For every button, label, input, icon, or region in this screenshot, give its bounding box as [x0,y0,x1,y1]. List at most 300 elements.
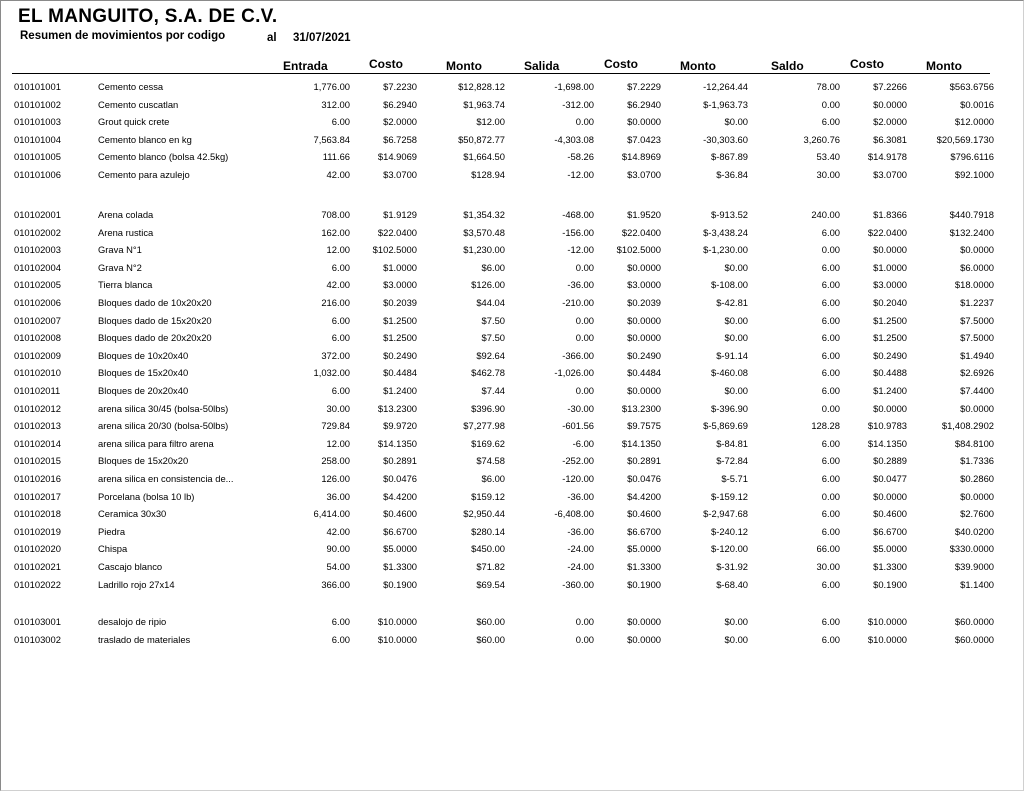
table-row [0,276,1024,293]
saldo-cost: $7.2266 [873,81,907,92]
saldo-amount: $440.7918 [949,209,994,220]
salida-amount: $0.00 [724,314,748,326]
salida-amount: $-2,947.68 [703,508,748,520]
item-code: 010102014 [14,437,61,449]
saldo-cost: $10.9783 [867,420,907,432]
entrada-qty: 372.00 [321,349,350,361]
item-code: 010102016 [14,473,61,484]
saldo-qty: 6.00 [821,349,840,361]
saldo-cost: $14.1350 [867,437,907,449]
entrada-cost: $0.2490 [383,349,417,361]
entrada-cost: $0.1900 [383,578,417,590]
item-code: 010102015 [14,455,61,467]
item-description: Grout quick crete [98,116,170,128]
saldo-qty: 6.00 [821,367,840,379]
entrada-qty: 12.00 [326,244,350,256]
company-title: EL MANGUITO, S.A. DE C.V. [18,6,278,27]
saldo-amount: $7.5000 [960,314,994,326]
entrada-qty: 7,563.84 [313,133,350,145]
entrada-cost: $10.0000 [377,633,417,645]
header-saldo: Saldo [771,59,804,73]
saldo-amount: $1.2237 [960,297,994,308]
salida-qty: -1,026.00 [554,367,594,379]
salida-amount: $-68.40 [716,578,748,590]
entrada-qty: 42.00 [326,169,350,180]
salida-qty: -252.00 [562,455,594,467]
item-description: Bloques de 20x20x40 [98,385,189,396]
entrada-amount: $92.64 [476,349,505,361]
saldo-qty: 6.00 [821,455,840,467]
saldo-qty: 30.00 [816,169,840,180]
saldo-qty: 6.00 [821,508,840,520]
saldo-amount: $0.0000 [960,490,994,502]
entrada-amount: $1,230.00 [463,244,505,256]
entrada-qty: 312.00 [321,98,350,110]
header-salida: Salida [524,59,560,73]
item-code: 010102001 [14,209,61,220]
saldo-cost: $10.0000 [867,633,907,645]
salida-cost: $0.0000 [627,261,661,273]
salida-qty: -12.00 [567,169,594,180]
entrada-amount: $6.00 [481,261,505,273]
salida-cost: $6.2940 [627,98,661,110]
table-row [0,382,1024,399]
saldo-cost: $1.3300 [873,561,907,572]
entrada-qty: 6.00 [331,385,350,396]
entrada-qty: 12.00 [326,437,350,449]
item-description: arena silica 30/45 (bolsa-50lbs) [98,402,229,414]
salida-amount: $-42.81 [716,297,748,308]
salida-amount: $-72.84 [716,455,748,467]
entrada-amount: $128.94 [471,169,505,180]
salida-qty: -468.00 [562,209,594,220]
item-code: 010102012 [14,402,61,414]
entrada-qty: 708.00 [321,209,350,220]
salida-amount: $0.00 [724,116,748,128]
report-subtitle: Resumen de movimientos por codigo [20,30,226,42]
saldo-cost: $1.2500 [873,314,907,326]
saldo-qty: 53.40 [816,151,840,163]
entrada-cost: $10.0000 [377,616,417,627]
saldo-amount: $20,569.1730 [936,133,994,145]
salida-qty: -24.00 [567,543,594,555]
saldo-amount: $2.7600 [960,508,994,520]
saldo-amount: $7.4400 [960,385,994,396]
report-date: 31/07/2021 [293,32,351,44]
entrada-amount: $7.44 [481,385,505,396]
entrada-qty: 30.00 [326,402,350,414]
entrada-qty: 6.00 [331,633,350,645]
entrada-amount: $462.78 [471,367,505,379]
entrada-cost: $1.2500 [383,332,417,344]
saldo-qty: 0.00 [821,244,840,256]
salida-amount: $-159.12 [710,490,748,502]
salida-cost: $5.0000 [627,543,661,555]
salida-qty: 0.00 [575,116,594,128]
salida-qty: -366.00 [562,349,594,361]
entrada-cost: $1.9129 [383,209,417,220]
salida-cost: $14.1350 [621,437,661,449]
saldo-qty: 6.00 [821,633,840,645]
salida-qty: -6,408.00 [554,508,594,520]
saldo-cost: $5.0000 [873,543,907,555]
item-code: 010102008 [14,332,61,344]
saldo-amount: $18.0000 [954,279,994,291]
saldo-qty: 6.00 [821,578,840,590]
table-row [0,417,1024,434]
item-code: 010101003 [14,116,61,128]
salida-cost: $0.0000 [627,385,661,396]
entrada-amount: $396.90 [471,402,505,414]
entrada-cost: $6.2940 [383,98,417,110]
salida-cost: $3.0000 [627,279,661,291]
saldo-qty: 6.00 [821,385,840,396]
salida-qty: -312.00 [562,98,594,110]
entrada-cost: $0.4600 [383,508,417,520]
salida-cost: $0.0476 [627,473,661,484]
item-description: Cemento blanco (bolsa 42.5kg) [98,151,229,163]
entrada-amount: $60.00 [476,633,505,645]
saldo-amount: $60.0000 [954,616,994,627]
salida-qty: -4,303.08 [554,133,594,145]
entrada-qty: 6.00 [331,261,350,273]
salida-qty: 0.00 [575,314,594,326]
item-code: 010102013 [14,420,61,432]
saldo-cost: $0.0477 [873,473,907,484]
saldo-cost: $3.0700 [873,169,907,180]
entrada-qty: 111.66 [322,151,350,163]
saldo-qty: 3,260.76 [803,133,840,145]
table-row [0,294,1024,311]
header-costo-salida: Costo [604,57,638,71]
saldo-cost: $0.2889 [873,455,907,467]
salida-amount: $0.00 [724,332,748,344]
header-entrada: Entrada [283,59,328,73]
salida-amount: $-36.84 [716,169,748,180]
saldo-cost: $14.9178 [867,151,907,163]
header-monto-salida: Monto [680,59,716,73]
salida-qty: -30.00 [567,402,594,414]
saldo-qty: 0.00 [821,402,840,414]
item-code: 010102006 [14,297,61,308]
salida-qty: 0.00 [575,633,594,645]
salida-qty: -120.00 [562,473,594,484]
entrada-amount: $69.54 [476,578,505,590]
item-description: Cemento cuscatlan [98,98,179,110]
salida-qty: -58.26 [567,151,594,163]
item-code: 010102011 [14,385,61,396]
salida-cost: $14.8969 [621,151,661,163]
salida-amount: $-867.89 [710,151,748,163]
item-description: Bloques dado de 10x20x20 [98,297,212,308]
saldo-cost: $0.4488 [873,367,907,379]
item-code: 010102010 [14,367,61,379]
salida-cost: $0.4600 [627,508,661,520]
table-row [0,435,1024,452]
entrada-cost: $102.5000 [372,244,417,256]
header-costo-saldo: Costo [850,57,884,71]
salida-qty: 0.00 [575,616,594,627]
salida-qty: -36.00 [567,279,594,291]
salida-qty: -360.00 [562,578,594,590]
table-row [0,113,1024,130]
entrada-amount: $169.62 [471,437,505,449]
salida-cost: $7.0423 [627,133,661,145]
salida-amount: -12,264.44 [703,81,748,92]
entrada-cost: $4.4200 [383,490,417,502]
entrada-cost: $0.4484 [383,367,417,379]
saldo-amount: $60.0000 [954,633,994,645]
salida-amount: $-108.00 [710,279,748,291]
salida-amount: $-5.71 [721,473,748,484]
table-row [0,96,1024,113]
table-row [0,312,1024,329]
entrada-qty: 258.00 [321,455,350,467]
saldo-amount: $0.2860 [960,473,994,484]
salida-cost: $13.2300 [621,402,661,414]
salida-amount: $0.00 [724,261,748,273]
entrada-cost: $0.0476 [383,473,417,484]
table-row [0,347,1024,364]
item-description: Arena colada [98,209,154,220]
entrada-qty: 6.00 [331,616,350,627]
item-code: 010102021 [14,561,61,572]
salida-amount: $-3,438.24 [703,226,748,238]
saldo-amount: $2.6926 [960,367,994,379]
saldo-cost: $22.0400 [867,226,907,238]
salida-cost: $0.0000 [627,116,661,128]
salida-qty: 0.00 [575,385,594,396]
item-code: 010102003 [14,244,61,256]
saldo-cost: $0.0000 [873,490,907,502]
saldo-amount: $330.0000 [949,543,994,555]
table-row [0,613,1024,630]
item-description: Ladrillo rojo 27x14 [98,578,175,590]
saldo-cost: $0.2040 [873,297,907,308]
entrada-amount: $74.58 [476,455,505,467]
entrada-qty: 6.00 [331,314,350,326]
saldo-amount: $84.8100 [954,437,994,449]
table-row [0,241,1024,258]
salida-cost: $0.2891 [627,455,661,467]
item-description: Bloques de 15x20x40 [98,367,189,379]
item-code: 010101004 [14,133,61,145]
item-code: 010102019 [14,525,61,537]
saldo-cost: $1.0000 [873,261,907,273]
salida-cost: $0.0000 [627,314,661,326]
table-row [0,488,1024,505]
entrada-amount: $50,872.77 [458,133,505,145]
saldo-amount: $563.6756 [949,81,994,92]
saldo-qty: 6.00 [821,261,840,273]
salida-qty: -6.00 [572,437,594,449]
item-code: 010103002 [14,633,61,645]
salida-amount: $-396.90 [710,402,748,414]
entrada-amount: $1,354.32 [463,209,505,220]
salida-qty: -24.00 [567,561,594,572]
table-row [0,131,1024,148]
salida-cost: $22.0400 [621,226,661,238]
item-description: traslado de materiales [98,633,191,645]
table-row [0,452,1024,469]
salida-qty: -36.00 [567,525,594,537]
saldo-cost: $6.6700 [873,525,907,537]
entrada-cost: $6.7258 [383,133,417,145]
table-row [0,558,1024,575]
item-code: 010102017 [14,490,61,502]
salida-cost: $6.6700 [627,525,661,537]
item-description: Porcelana (bolsa 10 lb) [98,490,195,502]
item-code: 010102020 [14,543,61,555]
item-code: 010101006 [14,169,61,180]
entrada-cost: $3.0700 [383,169,417,180]
entrada-amount: $60.00 [476,616,505,627]
saldo-amount: $1.4940 [960,349,994,361]
salida-qty: -12.00 [567,244,594,256]
entrada-cost: $1.0000 [383,261,417,273]
entrada-cost: $2.0000 [383,116,417,128]
saldo-amount: $39.9000 [954,561,994,572]
salida-amount: $-1,230.00 [703,244,748,256]
saldo-cost: $1.2500 [873,332,907,344]
salida-amount: $-460.08 [710,367,748,379]
table-row [0,78,1024,95]
saldo-cost: $0.0000 [873,402,907,414]
saldo-amount: $0.0016 [960,98,994,110]
item-description: Cemento blanco en kg [98,133,192,145]
saldo-amount: $12.0000 [954,116,994,128]
item-description: arena silica 20/30 (bolsa-50lbs) [98,420,229,432]
table-row [0,470,1024,487]
entrada-qty: 729.84 [321,420,350,432]
item-description: Ceramica 30x30 [98,508,167,520]
saldo-amount: $40.0200 [954,525,994,537]
saldo-amount: $7.5000 [960,332,994,344]
saldo-qty: 6.00 [821,332,840,344]
entrada-qty: 36.00 [326,490,350,502]
item-description: Grava N°2 [98,261,142,273]
item-code: 010102009 [14,349,61,361]
entrada-amount: $3,570.48 [463,226,505,238]
salida-amount: $-240.12 [710,525,748,537]
saldo-qty: 66.00 [816,543,840,555]
salida-cost: $102.5000 [616,244,661,256]
salida-cost: $0.0000 [627,633,661,645]
saldo-qty: 6.00 [821,616,840,627]
table-row [0,523,1024,540]
saldo-amount: $132.2400 [949,226,994,238]
saldo-amount: $6.0000 [960,261,994,273]
header-monto-entrada: Monto [446,59,482,73]
item-description: Bloques dado de 15x20x20 [98,314,212,326]
entrada-amount: $7,277.98 [463,420,505,432]
entrada-cost: $1.2400 [383,385,417,396]
entrada-amount: $6.00 [481,473,505,484]
table-row [0,540,1024,557]
salida-cost: $0.0000 [627,332,661,344]
entrada-amount: $2,950.44 [463,508,505,520]
entrada-cost: $13.2300 [377,402,417,414]
salida-amount: $-84.81 [716,437,748,449]
entrada-qty: 1,776.00 [313,81,350,92]
item-description: Chispa [98,543,128,555]
table-row [0,166,1024,183]
item-code: 010103001 [14,616,61,627]
item-description: arena silica para filtro arena [98,437,214,449]
saldo-qty: 78.00 [816,81,840,92]
salida-amount: $-5,869.69 [703,420,748,432]
saldo-amount: $796.6116 [950,151,994,163]
saldo-cost: $0.4600 [873,508,907,520]
saldo-cost: $1.2400 [873,385,907,396]
entrada-qty: 6.00 [331,332,350,344]
saldo-amount: $1.1400 [960,578,994,590]
entrada-amount: $450.00 [471,543,505,555]
item-description: Tierra blanca [98,279,153,291]
salida-cost: $7.2229 [627,81,661,92]
entrada-qty: 90.00 [326,543,350,555]
salida-cost: $0.2490 [627,349,661,361]
salida-cost: $0.2039 [627,297,661,308]
salida-amount: $-91.14 [716,349,748,361]
item-description: desalojo de ripio [98,616,167,627]
table-row [0,576,1024,593]
saldo-qty: 6.00 [821,525,840,537]
salida-cost: $9.7575 [627,420,661,432]
entrada-cost: $0.2891 [383,455,417,467]
item-description: arena silica en consistencia de... [98,473,234,484]
entrada-cost: $0.2039 [383,297,417,308]
entrada-qty: 162.00 [321,226,350,238]
item-code: 010102018 [14,508,61,520]
header-rule [12,73,990,74]
salida-qty: -1,698.00 [554,81,594,92]
table-row [0,400,1024,417]
salida-qty: 0.00 [575,261,594,273]
entrada-qty: 42.00 [326,279,350,291]
table-row [0,206,1024,223]
item-description: Cemento para azulejo [98,169,190,180]
saldo-qty: 6.00 [821,226,840,238]
item-description: Piedra [98,525,126,537]
saldo-qty: 6.00 [821,116,840,128]
table-row [0,329,1024,346]
entrada-amount: $44.04 [476,297,505,308]
entrada-cost: $14.9069 [377,151,417,163]
salida-amount: $-31.92 [716,561,748,572]
saldo-qty: 6.00 [821,314,840,326]
entrada-amount: $280.14 [471,525,505,537]
item-description: Bloques de 15x20x20 [98,455,189,467]
salida-amount: $-1,963.73 [703,98,748,110]
entrada-amount: $7.50 [481,332,505,344]
entrada-cost: $7.2230 [383,81,417,92]
saldo-qty: 6.00 [821,473,840,484]
item-code: 010101005 [14,151,61,163]
item-code: 010102022 [14,578,61,590]
saldo-qty: 6.00 [821,279,840,291]
item-description: Cascajo blanco [98,561,163,572]
salida-amount: -30,303.60 [703,133,748,145]
entrada-amount: $1,963.74 [463,98,505,110]
entrada-amount: $12,828.12 [458,81,505,92]
saldo-amount: $0.0000 [960,244,994,256]
item-code: 010102002 [14,226,61,238]
table-row [0,505,1024,522]
saldo-cost: $6.3081 [873,133,907,145]
saldo-qty: 0.00 [821,98,840,110]
entrada-cost: $1.3300 [383,561,417,572]
